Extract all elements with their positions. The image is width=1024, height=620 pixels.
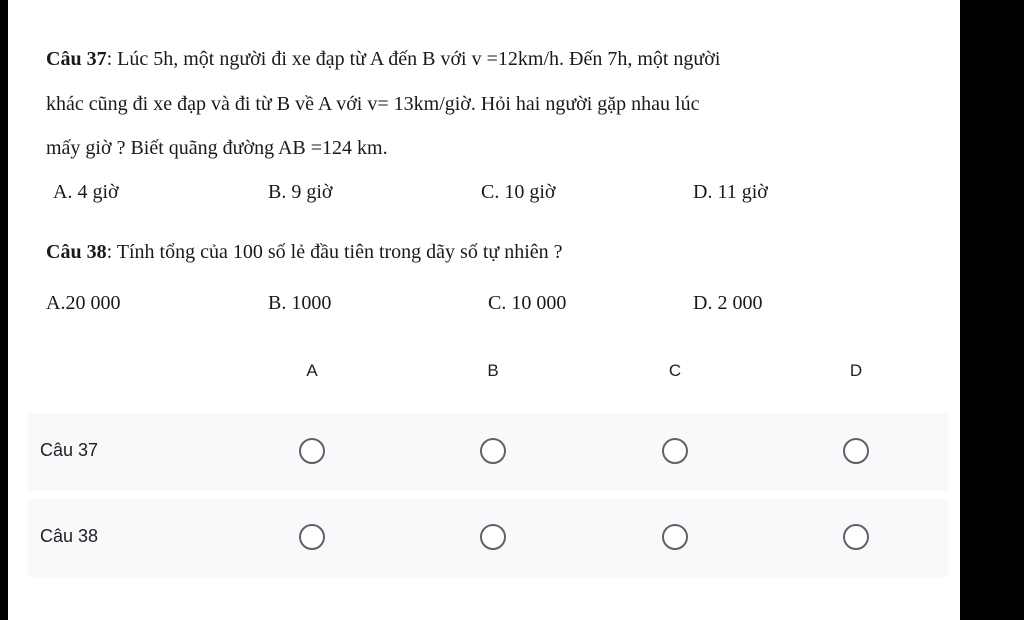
radio-cau-38-a[interactable] [299,524,325,550]
grid-row-label: Câu 37 [40,440,99,460]
radio-cau-37-c[interactable] [662,438,688,464]
question-38-option-d: D. 2 000 [693,292,763,314]
question-37-option-c: C. 10 giờ [481,181,556,203]
question-38-option-b: B. 1000 [268,292,332,314]
grid-column-a: A [306,361,318,380]
grid-column-d: D [849,361,863,380]
form-panel [8,0,960,620]
radio-cau-38-c[interactable] [662,524,688,550]
radio-cau-38-d[interactable] [843,524,869,550]
question-37-label: Câu 37 [46,48,107,70]
grid-column-c: C [668,361,682,380]
question-37-option-b: B. 9 giờ [268,181,333,203]
grid-row-cau-37 [28,413,948,491]
question-38-option-a: A.20 000 [46,292,121,314]
grid-row-cau-38 [28,499,948,577]
radio-cau-38-b[interactable] [480,524,506,550]
question-37-line-3: mấy giờ ? Biết quãng đường AB =124 km. [46,137,388,159]
question-38-option-c: C. 10 000 [488,292,567,314]
question-38-line-1: Câu 38: Tính tổng của 100 số lẻ đầu tiên trong dãy số tự nhiên ? [46,241,563,263]
radio-cau-37-a[interactable] [299,438,325,464]
radio-cau-37-d[interactable] [843,438,869,464]
grid-row-label: Câu 38 [40,526,99,546]
left-border [0,0,8,620]
question-38-label: Câu 38 [46,241,107,263]
question-37-option-a: A. 4 giờ [53,181,119,203]
question-37-line-1: Câu 37: Lúc 5h, một người đi xe đạp từ A đến B với v =12km/h. Đến 7h, một người [46,48,721,70]
question-37-option-d: D. 11 giờ [693,181,768,203]
grid-column-b: B [487,361,499,380]
radio-cau-37-b[interactable] [480,438,506,464]
question-37-line-2: khác cũng đi xe đạp và đi từ B về A với v= 13km/giờ. Hỏi hai người gặp nhau lúc [46,93,700,115]
